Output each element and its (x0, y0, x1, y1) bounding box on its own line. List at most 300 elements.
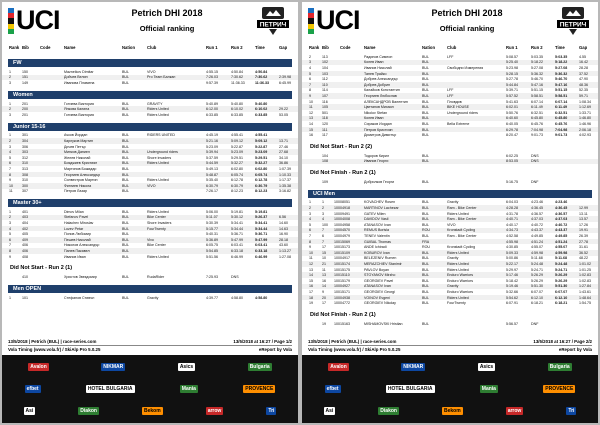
cell-name: GATEV Milen (364, 211, 386, 216)
cell-run2: DNF (531, 321, 539, 326)
cell-code: 10008051 (334, 200, 350, 205)
cell-run1: 5:25.40 (506, 60, 518, 65)
sponsor-logo: Tri (568, 408, 575, 414)
cell-time: 5:51.15 (555, 88, 568, 93)
cell-run2: 6:02.80 (231, 166, 243, 171)
cell-gap: 13.11 (579, 211, 588, 216)
cell-club: LFF (447, 54, 454, 59)
cell-run2: 4:59.98 (531, 250, 543, 255)
cell-bib: 313 (22, 166, 28, 171)
cell-gap: 19.91 (579, 228, 588, 233)
footer-right: 13/5/2018 at 16:27 / Page 2/2 (533, 339, 592, 344)
cell-time: 6:46.99 (255, 254, 268, 259)
cell-gap: 1:54.75 (579, 301, 591, 306)
cell-run1: 9:57.39 (206, 80, 218, 85)
cell-rank: 11 (309, 105, 313, 110)
cell-rank: 18 (309, 295, 313, 300)
table-row (2, 295, 298, 301)
cell-nation: FRA (422, 239, 430, 244)
cell-gap: 31.61 (579, 245, 588, 250)
cell-bib: 108 (322, 159, 328, 164)
cell-name: GEORGIEV Pavel (364, 278, 394, 283)
cell-name: Янкова Калина (64, 107, 90, 112)
cell-time: 5:23.09 (255, 150, 268, 155)
cell-nation: BUL (422, 256, 429, 261)
cell-gap: 14.63 (279, 226, 288, 231)
cell-gap: 4.55 (579, 54, 586, 59)
cell-gap: 47.90 (579, 77, 588, 82)
cell-run2: DNF (531, 179, 539, 184)
footer-timing (308, 347, 592, 354)
cell-name: Радинов Симеон (364, 54, 393, 59)
cell-bib: 15 (322, 250, 326, 255)
cell-nation: ROU (422, 245, 430, 250)
cell-club: Bike Center (147, 243, 166, 248)
cell-code: 10004927 (334, 284, 350, 289)
cell-time: 5:36.32 (555, 71, 568, 76)
cell-run1: 5:54.85 (206, 249, 218, 254)
cell-run2: DNS (231, 275, 239, 280)
cell-nation: BUL (422, 217, 429, 222)
cell-name: Пешев Николай (64, 237, 91, 242)
cell-nation: BUL (422, 278, 429, 283)
cell-gap: 59.71 (579, 93, 588, 98)
event-title: Petrich DHI 2018 (431, 8, 503, 18)
sponsor-logo: Diakon (80, 408, 97, 414)
cell-bib: 312 (22, 155, 28, 160)
cell-rank: 3 (9, 80, 11, 85)
sponsor-logo: Mania (181, 386, 196, 392)
cell-name: Иванов Георги (364, 159, 389, 164)
cell-club: VIVO (447, 222, 456, 227)
table-row (2, 80, 298, 86)
table-row (302, 179, 598, 185)
cell-run1: 4:45.19 (206, 133, 218, 138)
cell-time: 4:36.45 (555, 206, 568, 211)
section-header: Did Not Finish - Run 2 (1) (310, 311, 376, 318)
cell-club: Riders United (447, 211, 469, 216)
cell-code: 10004958 (334, 222, 350, 227)
cell-gap: 1:13.27 (279, 249, 291, 254)
cell-run2: 4:51.24 (531, 239, 543, 244)
cell-rank: 3 (9, 221, 11, 226)
cell-time: 6:02.80 (255, 166, 268, 171)
petrich-logo-text: ПЕТРИЧ (559, 21, 587, 29)
cell-run1: 4:34.73 (506, 228, 518, 233)
cell-gap: 28.18 (279, 237, 288, 242)
powered-text: eReport by Vola (258, 347, 292, 352)
cell-name: Стефанов Стивън (64, 295, 95, 300)
cell-run1: 5:49.13 (206, 166, 218, 171)
cell-time: 5:26.29 (555, 278, 568, 283)
cell-club: Riders United (447, 267, 469, 272)
cell-club: Pro Team Балкан (147, 75, 176, 80)
ranking-subtitle: Official ranking (439, 24, 495, 33)
cell-run2: 5:51.30 (531, 284, 543, 289)
cell-bib: 110 (322, 82, 328, 87)
cell-run2: 6:33.85 (231, 112, 243, 117)
cell-run2: 4:55.07 (531, 245, 543, 250)
cell-bib: 301 (22, 133, 28, 138)
cell-run1: 4:39.77 (206, 295, 218, 300)
cell-rank: 3 (9, 112, 11, 117)
cell-bib: 200 (22, 107, 28, 112)
section-header: Did Not Start - Run 2 (2) (310, 143, 373, 150)
cell-rank: 2 (309, 54, 311, 59)
cell-bib: 406 (22, 243, 28, 248)
cell-club: Underground riders (447, 110, 478, 115)
cell-run2: 8:12.23 (231, 189, 243, 194)
cell-run2: 5:32.27 (231, 161, 243, 166)
cell-nation: BUL (122, 215, 129, 220)
cell-time: 5:11.68 (555, 256, 567, 261)
timing-text: Vola Timing (www.vola.fr) / SkiAlp Pro 5.0.25 (308, 347, 401, 352)
cell-name: Колев Иван (364, 60, 384, 65)
cell-time: 5:03.35 (555, 54, 568, 59)
cell-nation: BUL (422, 121, 429, 126)
cell-nation: BUL (122, 189, 129, 194)
cell-name: Минков Даниел (64, 150, 90, 155)
cell-code: 10004938 (334, 295, 350, 300)
cell-rank: 10 (309, 250, 313, 255)
cell-club: Gravity (147, 295, 159, 300)
cell-rank: 17 (309, 289, 313, 294)
cell-nation: BUL (422, 321, 429, 326)
cell-bib: 6 (322, 234, 324, 239)
cell-run2: 11:36.33 (231, 80, 245, 85)
cell-run2: 4:43.37 (531, 228, 543, 233)
cell-name: Nikolov Stefan (364, 110, 388, 115)
cell-name: Цветанов Михаил (364, 105, 394, 110)
footer-left: 13/5/2018 | Petrich (BUL) | race-series.com (308, 339, 397, 344)
cell-nation: BUL (422, 153, 429, 158)
cell-gap: 29.22 (279, 107, 288, 112)
cell-run1: 6:30.79 (206, 183, 218, 188)
cell-nation: BUL (122, 155, 129, 160)
cell-time: 4:23.46 (555, 200, 568, 205)
results-list (2, 54, 298, 301)
cell-name: Николов Александър (64, 243, 100, 248)
cell-bib: 9 (322, 289, 324, 294)
cell-run2: 5:34.44 (231, 226, 243, 231)
cell-run1: 4:55.98 (506, 239, 518, 244)
cell-name: ATANASOV Ivan (364, 222, 391, 227)
cell-bib: 409 (22, 237, 28, 242)
cell-time: 5:47.99 (255, 237, 268, 242)
cell-gap: 1:46.80 (579, 116, 591, 121)
cell-nation: BUL (422, 93, 429, 98)
cell-club: VIVO (147, 183, 156, 188)
cell-run1: 4:52.58 (506, 234, 518, 239)
cell-run1: 5:39.94 (206, 150, 218, 155)
cell-bib: 201 (22, 101, 28, 106)
cell-gap: 1:02.83 (579, 278, 591, 283)
cell-bib: 17 (322, 245, 326, 250)
cell-rank: 1 (9, 101, 11, 106)
cell-bib: 307 (22, 189, 28, 194)
cell-time: 5:27.08 (555, 65, 568, 70)
cell-rank: 7 (9, 166, 11, 171)
petrich-logo (254, 6, 292, 36)
cell-rank: 10 (309, 99, 313, 104)
cell-nation: BUL (422, 71, 429, 76)
cell-nation: BUL (122, 237, 129, 242)
cell-run1: 5:15.77 (206, 226, 218, 231)
cell-run2: 4:37.03 (531, 217, 543, 222)
cell-rank: 12 (309, 110, 313, 115)
cell-run2: 5:34.41 (231, 221, 243, 226)
cell-run2: 5:51.15 (531, 88, 543, 93)
cell-run1: 5:00.86 (506, 256, 518, 261)
event-title: Petrich DHI 2018 (131, 8, 203, 18)
cell-gap: 1:01.02 (579, 262, 591, 267)
cell-name: Бояджиев Кристиян (64, 161, 98, 166)
cell-name: VOINOV Evgeni (364, 295, 390, 300)
cell-rank: 4 (9, 226, 11, 231)
cell-gap: 1:07.39 (279, 166, 291, 171)
cell-nation: BUL (122, 183, 129, 188)
cell-bib: 118 (322, 116, 328, 121)
cell-rank: 1 (309, 200, 311, 205)
cell-name: MARTINOV Lachezar (364, 206, 399, 211)
cell-time: 6:07.14 (555, 99, 568, 104)
cell-club: Ram - Bike Center (447, 234, 477, 239)
cell-nation: BUL (122, 178, 129, 183)
cell-run1: 5:16.75 (506, 179, 518, 184)
sponsor-logo: Bekom (443, 408, 461, 414)
cell-code: 10015163 (334, 321, 350, 326)
cell-rank: 7 (309, 82, 311, 87)
cell-run2: 7:30.62 (231, 75, 243, 80)
cell-run1: 5:39.71 (506, 88, 518, 93)
cell-nation: BUL (122, 112, 129, 117)
sponsor-logo: Avalon (330, 364, 347, 370)
cell-bib: 304 (22, 138, 28, 143)
cell-code: 10009491 (334, 211, 350, 216)
cell-bib: 303 (22, 150, 28, 155)
cell-bib: 104 (322, 153, 328, 158)
cell-rank: 2 (9, 107, 11, 112)
footer-line (8, 339, 292, 346)
cell-rank: 15 (309, 127, 313, 132)
cell-nation: BUL (122, 166, 129, 171)
cell-run1: 5:06.00 (206, 209, 218, 214)
cell-time: 4:58.80 (255, 295, 268, 300)
footer-line (308, 339, 592, 346)
cell-gap: 1:33.71 (579, 110, 591, 115)
cell-code: 10004979 (334, 234, 350, 239)
cell-nation: BUL (122, 144, 129, 149)
cell-gap: 13.57 (579, 217, 588, 222)
cell-run2: 5:09.12 (231, 138, 243, 143)
table-row (302, 321, 598, 327)
cell-code: 10004918 (334, 206, 350, 211)
cell-run1: 4:55.15 (206, 69, 218, 74)
cell-gap: 48.36 (579, 82, 588, 87)
sponsor-banner (2, 355, 298, 423)
uci-logo: UCI (316, 5, 360, 35)
cell-run1: 6:12.00 (206, 107, 218, 112)
cell-name: Дичев Петър (64, 144, 86, 149)
cell-nation: BUL (122, 254, 129, 259)
cell-gap: 26.39 (579, 234, 588, 239)
cell-run1: 5:22.17 (506, 262, 518, 267)
table-row (2, 254, 298, 260)
cell-rank: 6 (9, 237, 11, 242)
section-header: Did Not Finish - Run 2 (1) (310, 170, 376, 177)
cell-club: RIDERS UNITED (147, 133, 175, 138)
cell-run1: 5:17.46 (506, 273, 518, 278)
cell-run2: 5:40.80 (231, 101, 243, 106)
sponsor-logo: PROVENCE (545, 386, 574, 392)
cell-bib: 404 (22, 221, 28, 226)
cell-gap: 27.46 (279, 144, 288, 149)
cell-name: ANDE Ichiradi (364, 245, 387, 250)
cell-gap: 43.60 (279, 243, 288, 248)
cell-club: Shore invaders (147, 155, 172, 160)
cell-run2: 6:32.51 (531, 110, 543, 115)
table-row (2, 112, 298, 118)
cell-code: 10015069 (334, 239, 350, 244)
cell-club: VIVO (147, 69, 156, 74)
cell-nation: BUL (122, 69, 129, 74)
cell-bib: 310 (22, 161, 28, 166)
cell-run1: 6:40.60 (506, 116, 518, 121)
cell-club: Enduro Warriors (447, 273, 474, 278)
cell-bib: 2 (322, 206, 324, 211)
cell-rank: 13 (309, 116, 313, 121)
cell-rank: 3 (309, 211, 311, 216)
cell-bib: 1 (322, 200, 324, 205)
cell-bib: 410 (22, 275, 28, 280)
cell-run1: 5:11.07 (206, 215, 218, 220)
ranking-subtitle: Official ranking (139, 24, 195, 33)
cell-club: Vivo (147, 237, 154, 242)
cell-bib: 19 (322, 321, 326, 326)
cell-nation: BUL (422, 211, 429, 216)
cell-gap: 12.99 (579, 206, 588, 211)
cell-name: TENEV Valentin (364, 234, 390, 239)
cell-name: Фингиев Никола (64, 183, 92, 188)
cell-gap: 1:17.37 (279, 178, 291, 183)
cell-club: FourTwenty (447, 301, 466, 306)
cell-gap: 1:43.61 (579, 289, 591, 294)
cell-run1: 5:29.97 (506, 267, 518, 272)
cell-run1: 6:40.05 (506, 121, 518, 126)
cell-name: Гончева Виктория (64, 112, 94, 117)
section-header: Did Not Start - Run 2 (1) (10, 265, 73, 272)
cell-nation: BUL (422, 77, 429, 82)
cell-nation: BUL (122, 232, 129, 237)
cell-name: Dimov Milan (64, 209, 84, 214)
cell-bib: 111 (322, 127, 328, 132)
cell-run2: 6:12.10 (531, 295, 543, 300)
cell-nation: BUL (422, 127, 429, 132)
petrich-logo (554, 6, 592, 36)
cell-run2: 5:26.29 (531, 278, 543, 283)
cell-code: 10015110 (334, 273, 350, 278)
cell-run2: 5:23.09 (231, 150, 243, 155)
cell-name: Христов Звездомир (64, 275, 97, 280)
cell-run1: 5:40.31 (206, 232, 218, 237)
cell-run2: 4:49.85 (531, 234, 543, 239)
cell-rank: 8 (309, 239, 311, 244)
cell-run1: 5:40.89 (206, 101, 218, 106)
cell-run2: DNS (531, 153, 539, 158)
cell-club: Riders United (447, 262, 469, 267)
cell-run1: 5:41.63 (506, 99, 518, 104)
cell-bib: 408 (22, 254, 28, 259)
cell-rank: 11 (309, 256, 313, 261)
results-page-1 (2, 2, 298, 423)
cell-run1: 4:40.17 (506, 222, 518, 227)
cell-time: 5:46.70 (555, 77, 568, 82)
sponsor-logo: Bekom (143, 408, 161, 414)
footer-left: 13/5/2018 | Petrich (BUL) | race-series.com (8, 339, 97, 344)
cell-name: Танев Трайко (364, 71, 387, 76)
cell-bib: 201 (22, 112, 28, 117)
cell-run1: 5:57.52 (506, 93, 518, 98)
cell-gap: 14.60 (279, 221, 288, 226)
sponsor-logo: NIKMAR (403, 364, 424, 370)
cell-club: Riders United (147, 107, 169, 112)
cell-nation: BUL (422, 54, 429, 59)
cell-time: 4:36.57 (555, 211, 568, 216)
cell-run2: 6:46.99 (231, 254, 243, 259)
cell-run2: 6:05.74 (231, 172, 243, 177)
cell-nation: BUL (122, 275, 129, 280)
cell-nation: ROU (422, 228, 430, 233)
cell-run2: 5:27.08 (531, 65, 543, 70)
cell-club: Ram - Bike Center (447, 206, 477, 211)
cell-name: Калайков Константин (364, 88, 400, 93)
cell-code: 10004008 (334, 217, 350, 222)
cell-run1: 5:18.42 (506, 278, 518, 283)
cell-bib: 109 (322, 179, 328, 184)
cell-time: 6:03.41 (255, 243, 268, 248)
cell-rank: 6 (9, 161, 11, 166)
cell-run1: 7:26.03 (206, 75, 218, 80)
cell-rank: 16 (309, 284, 313, 289)
cell-run2: 5:03.35 (531, 54, 543, 59)
category-header: Women (8, 91, 292, 99)
cell-time: 5:19.81 (255, 209, 268, 214)
cell-nation: BUL (422, 88, 429, 93)
cell-gap: 36.86 (279, 161, 288, 166)
cell-run2: 6:45.76 (531, 121, 543, 126)
sponsor-logo: HOTEL BULGARIA (87, 386, 133, 392)
cell-name: Панев Пакавел (64, 249, 90, 254)
cell-gap: 1:35.38 (279, 183, 291, 188)
sponsor-logo: Mania (481, 386, 496, 392)
cell-run1: 5:51.56 (206, 254, 218, 259)
cell-nation: BUL (422, 222, 429, 227)
cell-club: Gravity (447, 256, 459, 261)
cell-bib: 104 (322, 65, 328, 70)
table-row (2, 189, 298, 195)
cell-time: 4:50.84 (255, 69, 268, 74)
cell-time: 6:18.21 (555, 301, 568, 306)
cell-club: Riders United (447, 250, 469, 255)
cell-nation: BUL (122, 209, 129, 214)
cell-run2: 5:46.70 (531, 77, 543, 82)
cell-club: Riders United (147, 112, 169, 117)
cell-nation: BUL (422, 267, 429, 272)
cell-run1: 5:50.76 (506, 110, 518, 115)
cell-nation: BUL (122, 138, 129, 143)
cell-gap: 2:06.18 (579, 127, 591, 132)
footer-right: 13/5/2018 at 16:27 / Page 1/2 (233, 339, 292, 344)
